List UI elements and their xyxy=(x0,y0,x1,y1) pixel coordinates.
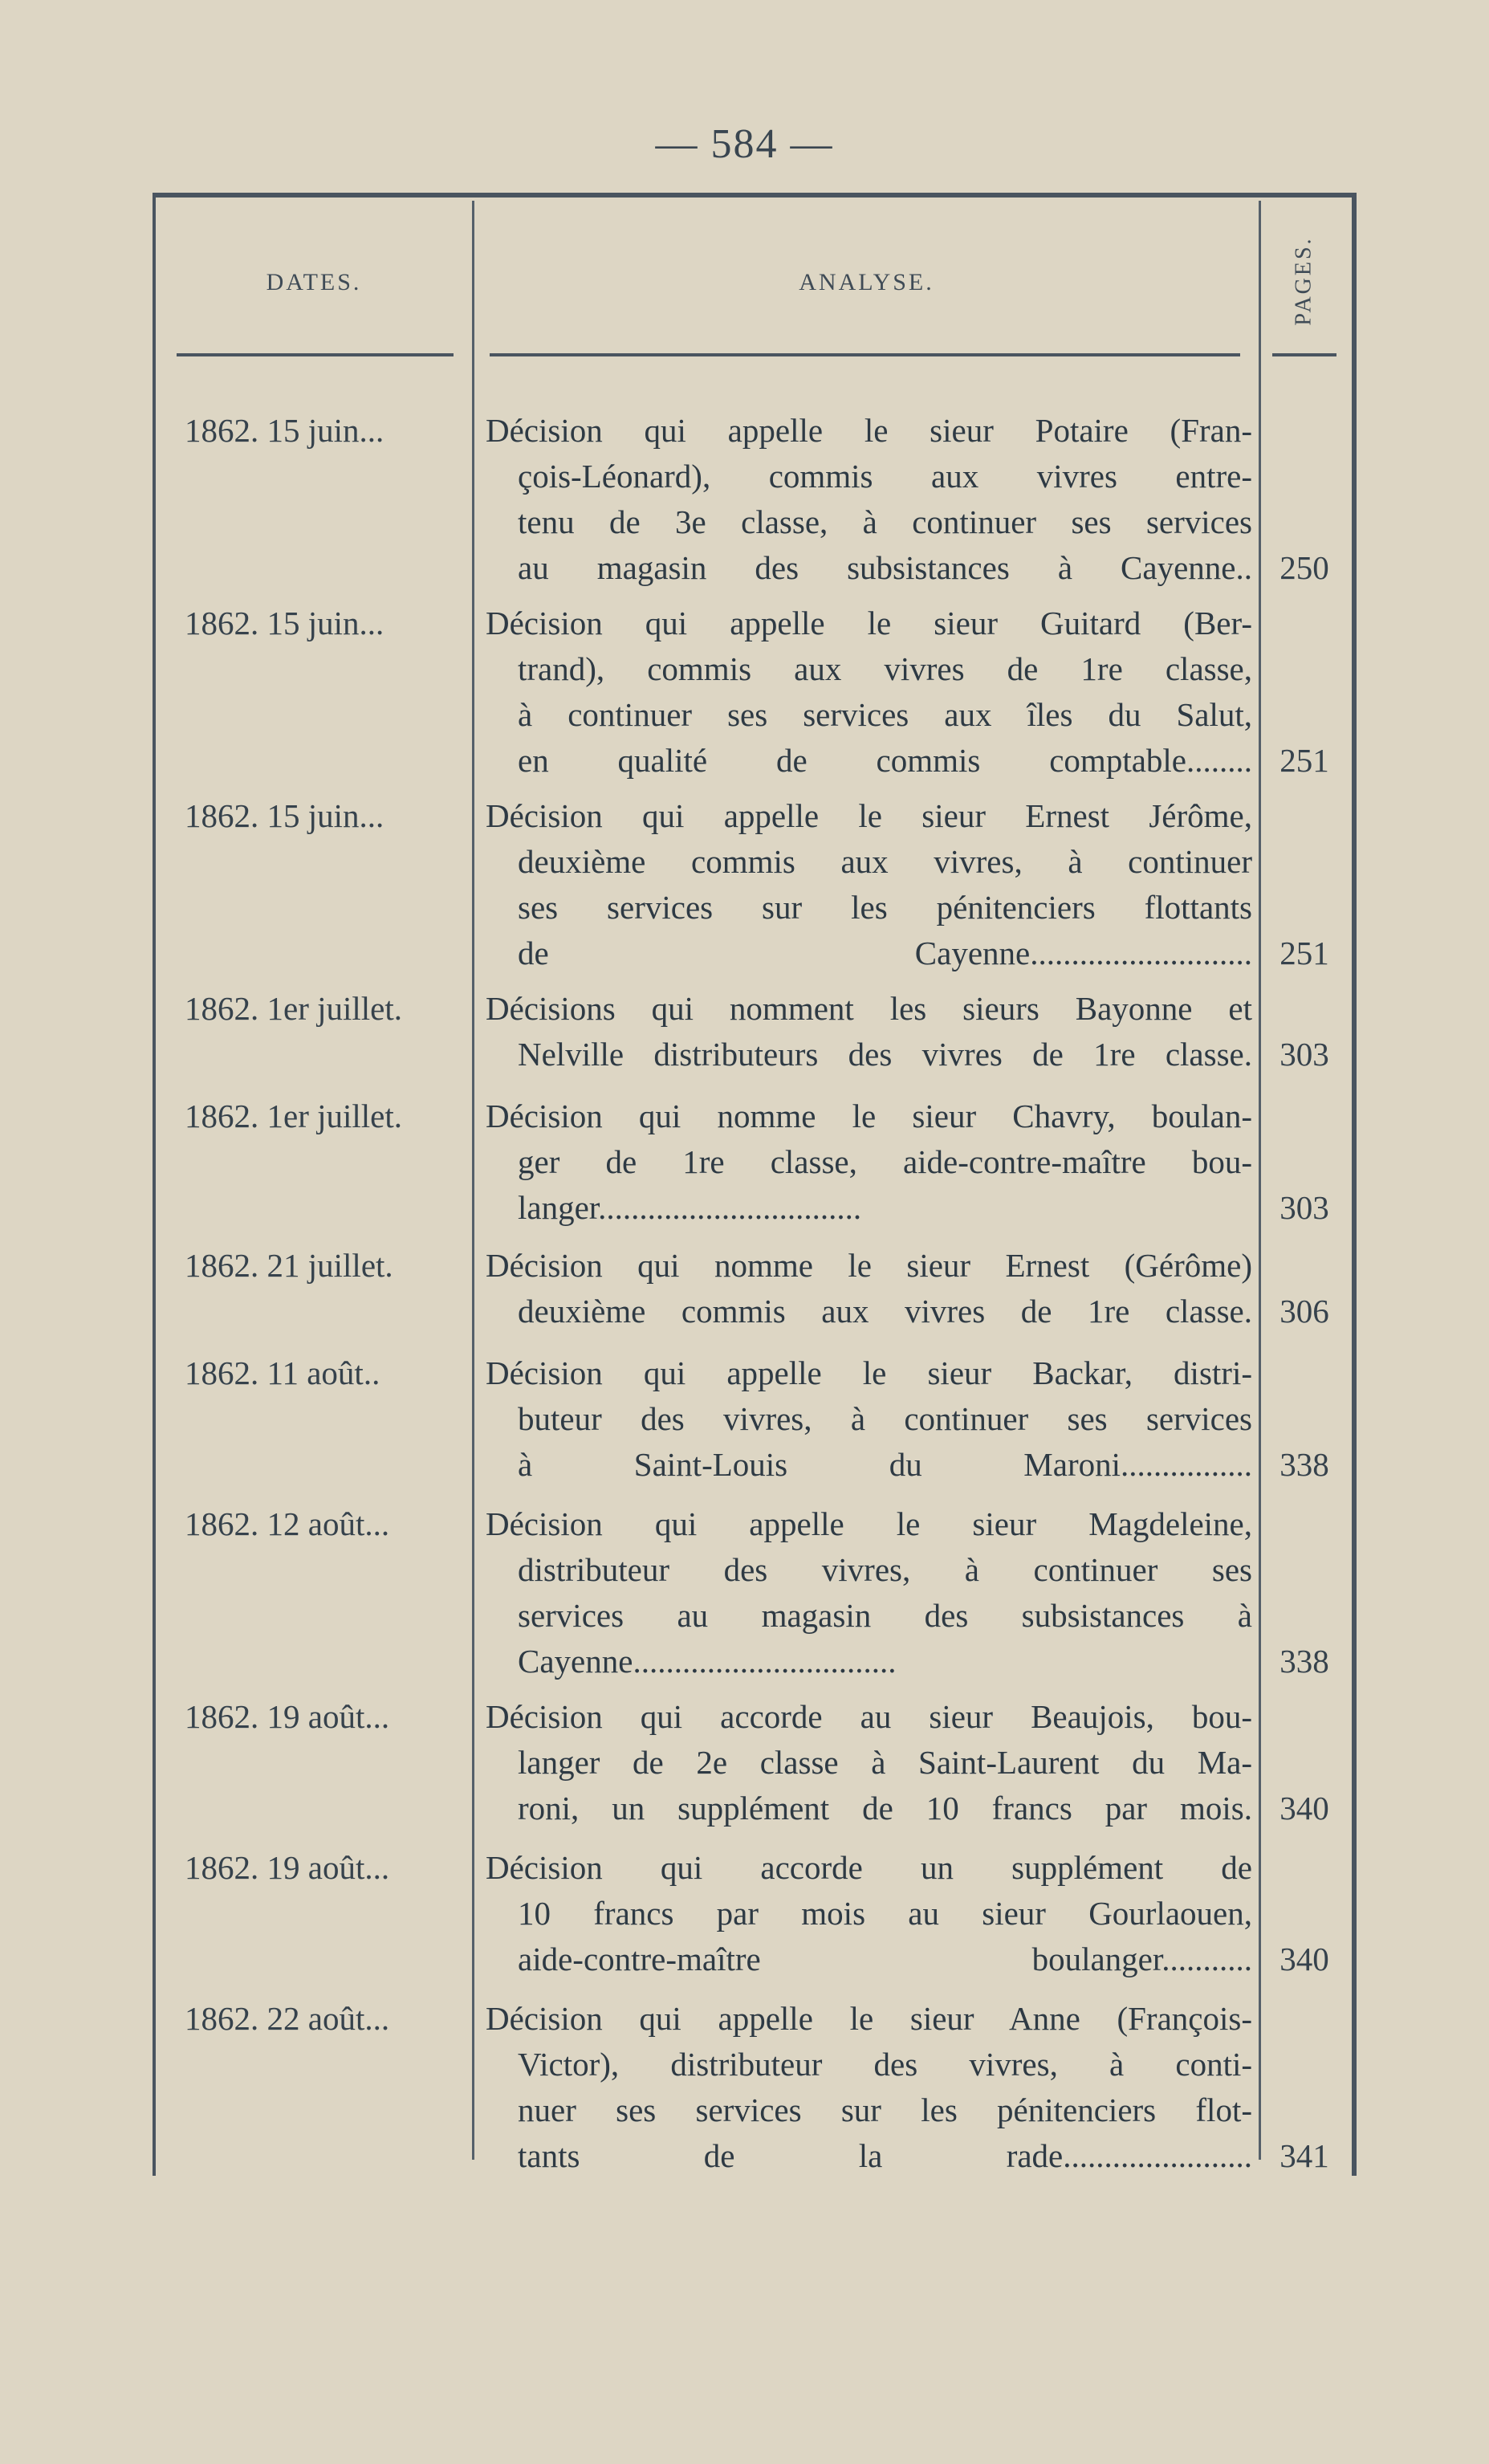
analysis-line: çois-Léonard), commis aux vivres entre- xyxy=(518,458,1252,495)
right-border xyxy=(1352,193,1357,2176)
entry-date: 1862. 12 août... xyxy=(185,1505,390,1542)
register-table xyxy=(153,193,1357,2176)
entry-analysis xyxy=(486,1845,1252,1982)
analysis-line: Décision qui appelle le sieur Magdeleine, xyxy=(486,1505,1252,1542)
entry-page: 338 xyxy=(1279,1446,1329,1483)
analysis-line: à continuer ses services aux îles du Salut, xyxy=(518,696,1252,733)
entry-analysis xyxy=(486,1243,1252,1334)
analysis-line: deuxième commis aux vivres de 1re classe. xyxy=(518,1293,1252,1330)
column-divider xyxy=(1259,201,1261,2160)
entry-page: 338 xyxy=(1279,1643,1329,1680)
header-pages-label: PAGES. xyxy=(1292,236,1316,326)
entry-page: 303 xyxy=(1279,1189,1329,1226)
entry-page: 306 xyxy=(1279,1293,1329,1330)
analysis-line: Décision qui accorde au sieur Beaujois, bou- xyxy=(486,1698,1252,1735)
analysis-line: ger de 1re classe, aide-contre-maître bou- xyxy=(518,1143,1252,1180)
analysis-line: de Cayenne........................... xyxy=(518,935,1252,971)
analysis-line: langer................................ xyxy=(518,1189,862,1226)
entry-date: 1862. 15 juin... xyxy=(185,412,384,449)
header-pages xyxy=(1260,225,1349,337)
analysis-line: Décision qui appelle le sieur Guitard (Ber- xyxy=(486,605,1252,641)
entry-analysis xyxy=(486,986,1252,1077)
left-border xyxy=(153,193,156,2176)
entry-page: 250 xyxy=(1279,549,1329,586)
analysis-line: tenu de 3e classe, à continuer ses services xyxy=(518,503,1252,540)
analysis-line: Décision qui nomme le sieur Chavry, boulan- xyxy=(486,1098,1252,1134)
analysis-line: Cayenne................................ xyxy=(518,1643,897,1680)
analysis-line: nuer ses services sur les pénitenciers flot- xyxy=(518,2091,1252,2128)
entry-date: 1862. 19 août... xyxy=(185,1849,390,1886)
analysis-line: distributeur des vivres, à continuer ses xyxy=(518,1551,1252,1588)
analysis-line: tants de la rade....................... xyxy=(518,2137,1252,2174)
entry-date: 1862. 21 juillet. xyxy=(185,1247,393,1284)
entry-analysis xyxy=(486,408,1252,591)
entry-analysis xyxy=(486,1350,1252,1488)
entry-analysis xyxy=(486,1996,1252,2179)
entry-analysis xyxy=(486,1501,1252,1684)
entry-date: 1862. 1er juillet. xyxy=(185,990,403,1027)
entry-page: 303 xyxy=(1279,1036,1329,1073)
header-rule xyxy=(177,353,454,356)
analysis-line: langer de 2e classe à Saint-Laurent du Ma- xyxy=(518,1744,1252,1781)
entry-date: 1862. 22 août... xyxy=(185,2000,390,2037)
analysis-line: roni, un supplément de 10 francs par mois. xyxy=(518,1790,1252,1827)
analysis-line: trand), commis aux vivres de 1re classe, xyxy=(518,650,1252,687)
analysis-line: Décision qui appelle le sieur Ernest Jérôme, xyxy=(486,797,1252,834)
entry-page: 340 xyxy=(1279,1790,1329,1827)
header-dates: DATES. xyxy=(266,269,362,295)
analysis-line: Décision qui appelle le sieur Backar, distri- xyxy=(486,1354,1252,1391)
analysis-line: Nelville distributeurs des vivres de 1re classe. xyxy=(518,1036,1252,1073)
page-number: — 584 — xyxy=(655,121,834,167)
entry-page: 340 xyxy=(1279,1941,1329,1977)
header-analysis: ANALYSE. xyxy=(799,269,934,295)
entry-date: 1862. 15 juin... xyxy=(185,797,384,834)
analysis-line: à Saint-Louis du Maroni................ xyxy=(518,1446,1252,1483)
analysis-line: ses services sur les pénitenciers flottants xyxy=(518,889,1252,926)
entry-date: 1862. 19 août... xyxy=(185,1698,390,1735)
entry-date: 1862. 11 août.. xyxy=(185,1354,380,1391)
entry-analysis xyxy=(486,793,1252,976)
entry-page: 251 xyxy=(1279,935,1329,971)
header-rule xyxy=(1272,353,1336,356)
analysis-line: 10 francs par mois au sieur Gourlaouen, xyxy=(518,1895,1252,1932)
entry-analysis xyxy=(486,601,1252,784)
entry-analysis xyxy=(486,1094,1252,1231)
analysis-line: services au magasin des subsistances à xyxy=(518,1597,1252,1634)
analysis-line: au magasin des subsistances à Cayenne.. xyxy=(518,549,1252,586)
entry-analysis xyxy=(486,1694,1252,1831)
entry-page: 341 xyxy=(1279,2137,1329,2174)
top-rule xyxy=(153,193,1357,198)
entry-page: 251 xyxy=(1279,742,1329,779)
analysis-line: Décision qui nomme le sieur Ernest (Gérôme) xyxy=(486,1247,1252,1284)
analysis-line: buteur des vivres, à continuer ses services xyxy=(518,1400,1252,1437)
analysis-line: Décision qui appelle le sieur Anne (François- xyxy=(486,2000,1252,2037)
analysis-line: deuxième commis aux vivres, à continuer xyxy=(518,843,1252,880)
analysis-line: Décision qui accorde un supplément de xyxy=(486,1849,1252,1886)
analysis-line: Décision qui appelle le sieur Potaire (Fran- xyxy=(486,412,1252,449)
analysis-line: Décisions qui nomment les sieurs Bayonne et xyxy=(486,990,1252,1027)
header-rule xyxy=(490,353,1240,356)
entry-date: 1862. 1er juillet. xyxy=(185,1098,403,1134)
analysis-line: aide-contre-maître boulanger........... xyxy=(518,1941,1252,1977)
analysis-line: en qualité de commis comptable........ xyxy=(518,742,1252,779)
analysis-line: Victor), distributeur des vivres, à conti- xyxy=(518,2046,1252,2083)
entry-date: 1862. 15 juin... xyxy=(185,605,384,641)
